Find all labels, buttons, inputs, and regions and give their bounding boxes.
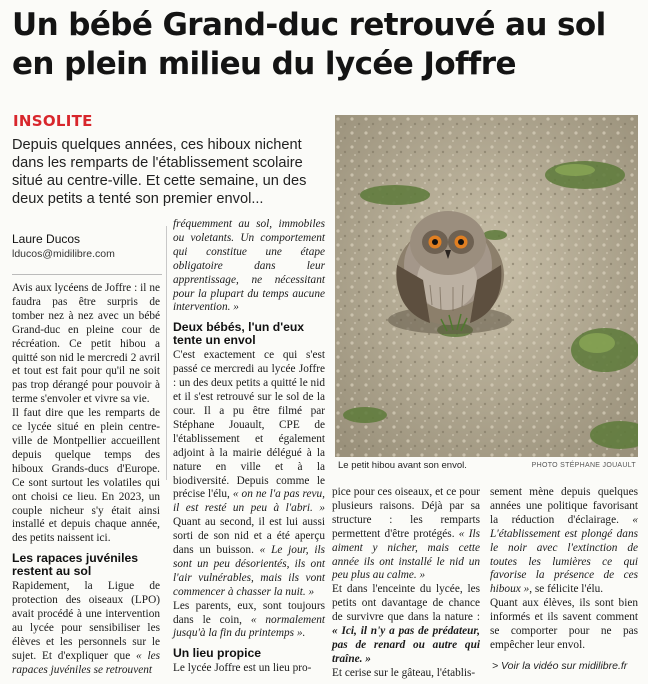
column-divider xyxy=(166,226,167,480)
paragraph: Il faut dire que les remparts de ce lycée situé en plein centre-ville de Montpellier accueillent depuis quelque temps des hiboux Grands-ducs d'Europe. Ce sont surtout les volatiles qui ont choisi ce lieu. En 2023, un couple nicheur s'y était ainsi installé et depuis chaque année, des petits naissent ici. xyxy=(12,407,160,545)
paragraph: Avis aux lycéens de Joffre : il ne faudra pas être surpris de tomber nez à nez avec un bébé Grand-duc en pleine cour de récréation. Ce petit hibou a quitté son nid le mercredi 2 avril et tout est fait pour qu'il ne soit pas trop dérangé pour pouvoir à terme s'envoler et vivre sa vie. xyxy=(12,282,160,406)
byline-divider xyxy=(12,274,162,275)
subheading: Les rapaces juvéniles restent au sol xyxy=(12,551,139,579)
article-column-3 xyxy=(332,486,480,681)
section-kicker: INSOLITE xyxy=(13,112,93,130)
paragraph xyxy=(332,583,480,666)
paragraph: Quant aux élèves, ils sont bien informés et ils savent comment se comporter pour ne pas empêcher leur envol. xyxy=(490,597,638,651)
article-column-4 xyxy=(490,486,638,653)
quote: « Le jour, ils sont un peu désorientés, ils ont l'air vulnérables, mais ils vont commencer à chasser la nuit. » xyxy=(173,544,326,598)
headline-line-2: en plein milieu du lycée Joffre xyxy=(12,46,516,82)
byline xyxy=(12,232,162,260)
text-run: Quant au second, il est lui aussi sorti de son nid et a été aperçu dans un buisson. xyxy=(173,516,325,557)
quote: « Ils aiment y nicher, mais cette année ils ont installé le nid un peu plus au calme. » xyxy=(332,527,481,582)
paragraph xyxy=(173,600,325,642)
photo-caption: Le petit hibou avant son envol. xyxy=(338,460,467,471)
quote: « L'établissement est plongé dans le noir avec l'extinction de toutes les lumières ce qui favorise la présence de ces hiboux » xyxy=(490,513,638,596)
owlet-illustration xyxy=(335,115,638,457)
video-link[interactable]: > Voir la vidéo sur midilibre.fr xyxy=(492,660,628,672)
paragraph xyxy=(173,349,325,599)
paragraph xyxy=(12,580,160,677)
paragraph: Le lycée Joffre est un lieu pro- xyxy=(173,662,312,675)
article-column-1 xyxy=(12,282,160,678)
text-run: Rapidement, la Ligue de protection des oiseaux (LPO) avait procédé à une intervention au lycée pour sensibiliser les élèves et les personnels sur le sujet. Et d'expliquer que xyxy=(12,580,160,662)
paragraph xyxy=(490,486,638,597)
subheading: Un lieu propice xyxy=(173,646,262,661)
text-run: sement mène depuis quelques années une politique favorisant la réduction d'éclairage. xyxy=(490,486,638,526)
paragraph xyxy=(332,486,480,583)
quote: « Ici, il n'y a pas de prédateur, pas de renard ou autre qui traîne. » xyxy=(332,625,480,665)
author-name: Laure Ducos xyxy=(12,232,81,246)
quote: « on ne l'a pas revu, il est resté un peu à l'abri. » xyxy=(173,488,326,515)
quote: « normalement jusqu'à la fin du printemps ». xyxy=(173,613,326,640)
headline-line-1: Un bébé Grand-duc retrouvé au sol xyxy=(12,7,606,43)
quote: « les rapaces juvéniles se retrouvent xyxy=(12,649,160,676)
standfirst: Depuis quelques années, ces hiboux nichent dans les remparts de l'établissement scolaire situé au centre-ville. Et cette semaine, un des deux petits a tenté son premier envol... xyxy=(12,137,307,207)
paragraph: Et cerise sur le gâteau, l'établis- xyxy=(332,666,476,679)
article-column-2 xyxy=(173,218,325,676)
text-run: C'est exactement ce qui s'est passé ce mercredi au lycée Joffre : un des deux petits a quitté le nid et il s'est retrouvé sur le sol de la cour. Il a pu être filmé par Stéphane Jouault, CPE de l'établissement et également adjoint à la mairie délégué à la nature en ville et à la biodiversité. Depuis comme le précise l'élu, xyxy=(173,349,325,501)
text-run: , se félicite l'élu. xyxy=(529,583,604,596)
subheading: Deux bébés, l'un d'eux tente un envol xyxy=(173,320,305,348)
photo-credit: PHOTO STÉPHANE JOUAULT xyxy=(531,462,636,469)
headline xyxy=(12,6,638,84)
paragraph xyxy=(173,218,325,315)
text-run: Les parents, eux, sont toujours dans le coin, xyxy=(173,599,325,626)
article-photo xyxy=(335,115,638,457)
author-email[interactable]: lducos@midilibre.com xyxy=(12,248,115,260)
quote: fréquemment au sol, immobiles ou voletants. Un comportement qui constitue une étape obligatoire dans leur apprentissage, ne nécessitant pour la plupart du temps aucune intervention. » xyxy=(173,218,325,314)
text-run: Et dans l'enceinte du lycée, les petits ont davantage de chance de survivre que dans la nature : xyxy=(332,583,480,624)
text-run: pice pour ces oiseaux, et ce pour plusieurs raisons. Déjà par sa structure : les remparts permettent d'être protégés. xyxy=(332,486,480,540)
